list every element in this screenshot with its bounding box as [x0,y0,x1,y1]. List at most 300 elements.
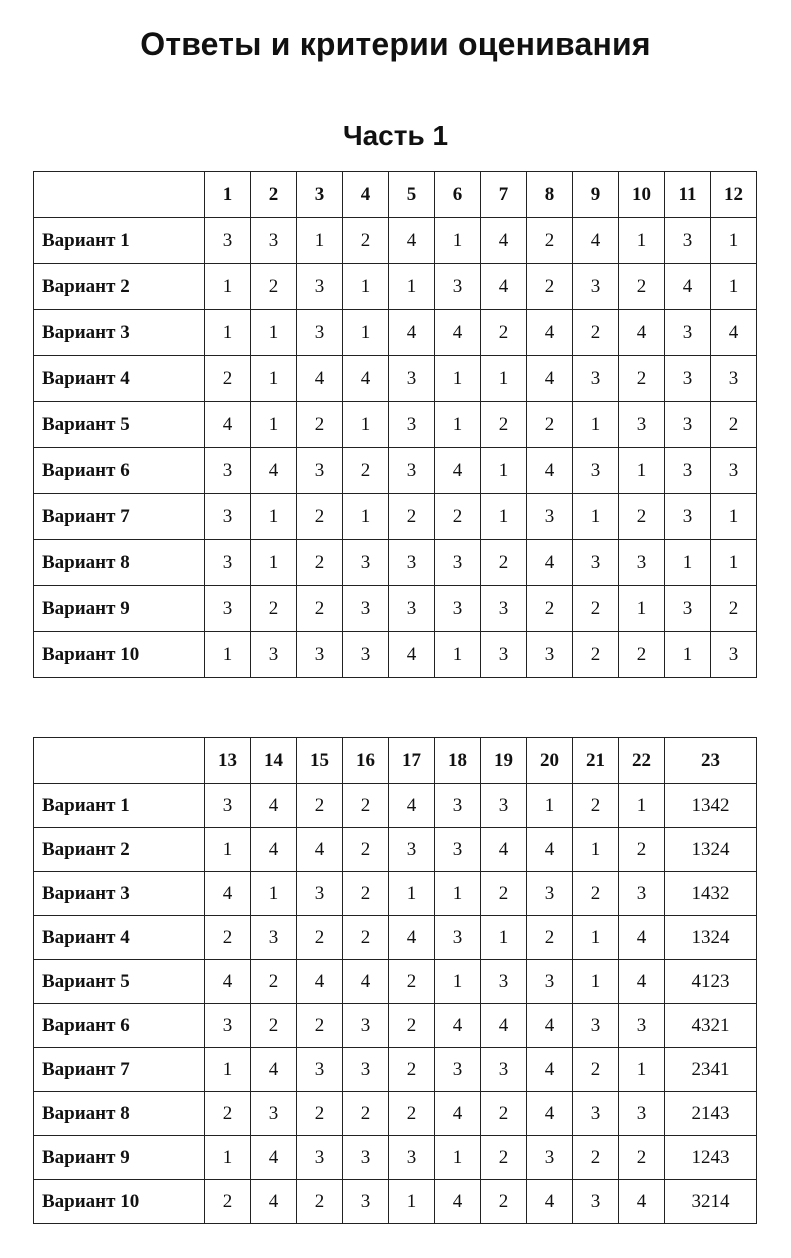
answer-cell: 2 [205,1180,251,1224]
answer-cell: 3 [619,872,665,916]
answer-cell: 4 [573,218,619,264]
table-row [34,402,757,448]
table-row [34,1180,757,1224]
answer-cell: 4 [389,784,435,828]
row-label: Вариант 1 [34,784,205,828]
answer-cell: 1 [665,540,711,586]
answer-cell: 3214 [665,1180,757,1224]
answer-cell: 4 [251,1136,297,1180]
column-header: 2 [251,172,297,218]
answer-cell: 1 [205,310,251,356]
answer-cell: 2 [573,586,619,632]
answer-cell: 4 [389,310,435,356]
column-header: 14 [251,738,297,784]
answer-cell: 4 [389,218,435,264]
answer-cell: 3 [343,1136,389,1180]
answer-cell: 4 [527,310,573,356]
answer-cell: 4 [527,356,573,402]
answer-cell: 2 [711,402,757,448]
answer-cell: 2 [619,632,665,678]
answer-cell: 1 [481,916,527,960]
table-row [34,264,757,310]
answer-cell: 4 [527,1092,573,1136]
answer-cell: 2 [251,586,297,632]
answer-cell: 3 [573,540,619,586]
table-row [34,356,757,402]
table-row [34,586,757,632]
answer-cell: 4 [251,784,297,828]
answer-cell: 2 [389,1048,435,1092]
answer-cell: 1 [435,1136,481,1180]
column-header: 22 [619,738,665,784]
answer-cell: 3 [665,310,711,356]
answer-cell: 4 [389,632,435,678]
answer-cell: 3 [343,1004,389,1048]
column-header: 10 [619,172,665,218]
row-label: Вариант 7 [34,1048,205,1092]
answer-cell: 4 [297,356,343,402]
answer-cell: 4 [665,264,711,310]
answer-cell: 2 [297,494,343,540]
answer-cell: 4123 [665,960,757,1004]
answer-cell: 3 [481,1048,527,1092]
table-row [34,872,757,916]
answer-cell: 1 [205,1136,251,1180]
answer-cell: 4 [619,960,665,1004]
row-label: Вариант 2 [34,264,205,310]
answer-cell: 3 [435,1048,481,1092]
answer-cell: 1 [251,356,297,402]
answer-cell: 1 [481,448,527,494]
column-header: 21 [573,738,619,784]
answer-cell: 4 [297,828,343,872]
answer-cell: 3 [205,540,251,586]
answer-cell: 3 [389,540,435,586]
answer-cell: 1 [389,1180,435,1224]
column-header: 1 [205,172,251,218]
answer-cell: 3 [297,1136,343,1180]
answer-cell: 1 [665,632,711,678]
answer-cell: 3 [343,586,389,632]
answer-cell: 3 [711,356,757,402]
answer-cell: 1 [711,540,757,586]
row-label: Вариант 10 [34,1180,205,1224]
answer-cell: 1 [435,402,481,448]
answer-cell: 3 [435,264,481,310]
answer-cell: 2 [205,356,251,402]
corner-cell [34,172,205,218]
answer-cell: 1 [343,402,389,448]
column-header: 11 [665,172,711,218]
answer-cell: 2 [297,402,343,448]
answer-cell: 4 [481,828,527,872]
answer-cell: 3 [389,402,435,448]
answer-cell: 1324 [665,828,757,872]
answer-cell: 3 [527,632,573,678]
answer-cell: 1 [711,264,757,310]
answer-cell: 2 [297,784,343,828]
answer-cell: 3 [297,310,343,356]
answer-cell: 3 [527,960,573,1004]
table-row [34,1092,757,1136]
answer-cell: 3 [343,1048,389,1092]
answer-cell: 2 [481,1136,527,1180]
answer-cell: 2 [343,872,389,916]
answer-cell: 3 [205,784,251,828]
row-label: Вариант 10 [34,632,205,678]
row-label: Вариант 9 [34,586,205,632]
answer-cell: 1 [619,218,665,264]
answer-cell: 4 [297,960,343,1004]
answer-cell: 2 [527,916,573,960]
answer-cell: 2 [435,494,481,540]
answer-cell: 2 [481,1092,527,1136]
column-header: 19 [481,738,527,784]
answer-cell: 3 [205,218,251,264]
answer-cell: 2 [343,784,389,828]
answer-cell: 1 [435,872,481,916]
answer-cell: 3 [527,872,573,916]
header-row [34,738,757,784]
answer-cell: 1 [389,872,435,916]
row-label: Вариант 8 [34,1092,205,1136]
answer-cell: 3 [619,1092,665,1136]
answer-cell: 2 [389,494,435,540]
column-header: 18 [435,738,481,784]
answer-cell: 3 [435,540,481,586]
column-header: 23 [665,738,757,784]
answer-cell: 2 [573,872,619,916]
answer-cell: 4 [435,310,481,356]
answer-cell: 2 [297,1092,343,1136]
answer-cell: 3 [619,402,665,448]
answer-cell: 2 [297,540,343,586]
answer-cell: 4 [251,1048,297,1092]
column-header: 17 [389,738,435,784]
answer-cell: 1432 [665,872,757,916]
answer-cell: 2 [481,310,527,356]
answer-cell: 2 [619,494,665,540]
answer-cell: 1 [343,310,389,356]
answer-cell: 4 [389,916,435,960]
answer-cell: 1 [251,310,297,356]
answer-cell: 1 [573,828,619,872]
row-label: Вариант 3 [34,872,205,916]
row-label: Вариант 4 [34,356,205,402]
page-title: Ответы и критерии оценивания [140,26,651,62]
answer-cell: 2 [251,960,297,1004]
answer-cell: 3 [665,586,711,632]
answer-cell: 4 [435,1004,481,1048]
answer-cell: 1 [619,586,665,632]
answer-cell: 1 [619,784,665,828]
answer-cell: 3 [619,1004,665,1048]
answer-cell: 1324 [665,916,757,960]
answer-cell: 2 [527,586,573,632]
answer-cell: 3 [481,632,527,678]
row-label: Вариант 9 [34,1136,205,1180]
answers-table-part2 [33,737,757,1224]
answer-cell: 2 [619,1136,665,1180]
answer-cell: 1 [205,632,251,678]
table-row [34,310,757,356]
answer-cell: 1 [481,356,527,402]
answer-cell: 1 [619,448,665,494]
answer-cell: 3 [297,448,343,494]
answer-cell: 3 [297,872,343,916]
answer-cell: 1 [435,356,481,402]
answer-cell: 1342 [665,784,757,828]
answer-cell: 4 [527,540,573,586]
answer-cell: 2 [573,310,619,356]
table-row [34,960,757,1004]
answer-cell: 2 [389,960,435,1004]
column-header: 16 [343,738,389,784]
column-header: 12 [711,172,757,218]
table-row [34,448,757,494]
answer-cell: 4321 [665,1004,757,1048]
answer-cell: 3 [205,586,251,632]
answer-cell: 3 [389,448,435,494]
answer-cell: 2 [573,1136,619,1180]
answer-cell: 3 [481,784,527,828]
answer-cell: 2143 [665,1092,757,1136]
answer-cell: 3 [481,960,527,1004]
row-label: Вариант 5 [34,960,205,1004]
table-row [34,1136,757,1180]
answer-cell: 4 [527,448,573,494]
answer-cell: 3 [297,632,343,678]
answer-cell: 3 [573,264,619,310]
answer-cell: 3 [435,916,481,960]
answer-cell: 2 [343,448,389,494]
answer-cell: 3 [481,586,527,632]
answer-cell: 2 [343,1092,389,1136]
answer-cell: 2 [619,264,665,310]
answer-cell: 1 [251,402,297,448]
answer-cell: 2 [527,264,573,310]
answer-cell: 4 [205,872,251,916]
answer-cell: 3 [251,1092,297,1136]
answer-cell: 3 [389,828,435,872]
answer-cell: 4 [481,218,527,264]
section-title: Часть 1 [342,120,449,151]
answer-cell: 4 [251,448,297,494]
row-label: Вариант 4 [34,916,205,960]
answer-cell: 2 [619,356,665,402]
answer-cell: 3 [665,356,711,402]
table-row [34,828,757,872]
column-header: 7 [481,172,527,218]
table-row [34,784,757,828]
answer-cell: 2 [343,916,389,960]
answer-cell: 1 [205,1048,251,1092]
answer-cell: 1 [435,632,481,678]
column-header: 15 [297,738,343,784]
column-header: 8 [527,172,573,218]
answer-cell: 2 [297,586,343,632]
table-row [34,916,757,960]
answer-cell: 3 [389,356,435,402]
table-row [34,632,757,678]
answer-cell: 3 [251,916,297,960]
answer-cell: 3 [573,448,619,494]
answer-cell: 4 [527,1180,573,1224]
answer-cell: 3 [527,494,573,540]
column-header: 4 [343,172,389,218]
header-row [34,172,757,218]
answer-cell: 2 [205,1092,251,1136]
answer-cell: 3 [251,218,297,264]
answer-cell: 3 [343,1180,389,1224]
answer-cell: 3 [205,448,251,494]
answer-cell: 3 [435,784,481,828]
answer-cell: 2 [573,632,619,678]
answer-cell: 2 [481,540,527,586]
row-label: Вариант 7 [34,494,205,540]
answer-cell: 2 [573,1048,619,1092]
answer-cell: 3 [297,1048,343,1092]
answer-cell: 4 [619,310,665,356]
answer-cell: 1 [205,828,251,872]
answer-cell: 3 [251,632,297,678]
answer-cell: 4 [205,960,251,1004]
answer-cell: 1 [251,494,297,540]
answer-cell: 3 [389,1136,435,1180]
answer-cell: 4 [343,356,389,402]
column-header: 20 [527,738,573,784]
answer-cell: 1 [251,540,297,586]
answer-cell: 3 [665,448,711,494]
answer-cell: 2 [251,264,297,310]
answer-cell: 2 [527,218,573,264]
answer-cell: 2 [251,1004,297,1048]
row-label: Вариант 6 [34,448,205,494]
answer-cell: 2 [389,1092,435,1136]
answer-cell: 4 [527,1048,573,1092]
answer-cell: 1 [251,872,297,916]
answer-cell: 1 [389,264,435,310]
table-row [34,494,757,540]
column-header: 9 [573,172,619,218]
answer-cell: 4 [435,1180,481,1224]
answer-cell: 1 [343,494,389,540]
answer-cell: 3 [297,264,343,310]
answer-cell: 2 [297,1004,343,1048]
answer-cell: 4 [435,1092,481,1136]
answer-cell: 4 [251,1180,297,1224]
answer-cell: 2 [297,916,343,960]
answer-cell: 2 [343,828,389,872]
answer-cell: 1 [205,264,251,310]
answer-cell: 3 [389,586,435,632]
answer-cell: 1 [573,402,619,448]
table-row [34,1048,757,1092]
answer-cell: 1 [343,264,389,310]
answer-cell: 2 [481,872,527,916]
answer-cell: 3 [573,1004,619,1048]
answer-cell: 1 [711,494,757,540]
answer-cell: 1 [435,218,481,264]
answer-cell: 4 [481,264,527,310]
answer-cell: 4 [619,1180,665,1224]
table-row [34,218,757,264]
row-label: Вариант 3 [34,310,205,356]
answer-cell: 4 [619,916,665,960]
answer-cell: 2341 [665,1048,757,1092]
answer-cell: 3 [205,494,251,540]
answer-cell: 3 [711,632,757,678]
answer-cell: 2 [711,586,757,632]
answer-cell: 4 [527,1004,573,1048]
answer-cell: 3 [343,632,389,678]
table-row [34,1004,757,1048]
answer-cell: 2 [343,218,389,264]
answer-cell: 3 [711,448,757,494]
answer-cell: 2 [481,402,527,448]
answer-cell: 4 [205,402,251,448]
answer-cell: 1243 [665,1136,757,1180]
answer-cell: 1 [573,960,619,1004]
answer-cell: 1 [435,960,481,1004]
answer-cell: 1 [573,916,619,960]
row-label: Вариант 6 [34,1004,205,1048]
answer-cell: 3 [343,540,389,586]
column-header: 13 [205,738,251,784]
row-label: Вариант 1 [34,218,205,264]
answer-cell: 3 [205,1004,251,1048]
answer-cell: 3 [665,402,711,448]
answer-cell: 3 [435,828,481,872]
column-header: 5 [389,172,435,218]
answer-cell: 3 [619,540,665,586]
corner-cell [34,738,205,784]
answer-cell: 1 [297,218,343,264]
answer-cell: 3 [573,1180,619,1224]
answers-table-part1 [33,171,757,678]
answer-cell: 3 [665,494,711,540]
answer-cell: 4 [343,960,389,1004]
answer-cell: 4 [435,448,481,494]
answer-cell: 2 [297,1180,343,1224]
answer-cell: 1 [619,1048,665,1092]
answer-cell: 4 [251,828,297,872]
answer-cell: 4 [527,828,573,872]
answer-cell: 2 [619,828,665,872]
answer-cell: 1 [711,218,757,264]
answer-cell: 1 [481,494,527,540]
row-label: Вариант 8 [34,540,205,586]
answer-cell: 2 [205,916,251,960]
answer-cell: 2 [389,1004,435,1048]
answer-cell: 3 [573,356,619,402]
answer-cell: 3 [527,1136,573,1180]
answer-cell: 4 [481,1004,527,1048]
row-label: Вариант 2 [34,828,205,872]
answer-cell: 1 [527,784,573,828]
column-header: 6 [435,172,481,218]
column-header: 3 [297,172,343,218]
answer-cell: 1 [573,494,619,540]
answer-cell: 2 [527,402,573,448]
answer-cell: 3 [665,218,711,264]
answer-cell: 4 [711,310,757,356]
table-row [34,540,757,586]
answer-cell: 3 [573,1092,619,1136]
answer-cell: 3 [435,586,481,632]
answer-cell: 2 [481,1180,527,1224]
answer-cell: 2 [573,784,619,828]
